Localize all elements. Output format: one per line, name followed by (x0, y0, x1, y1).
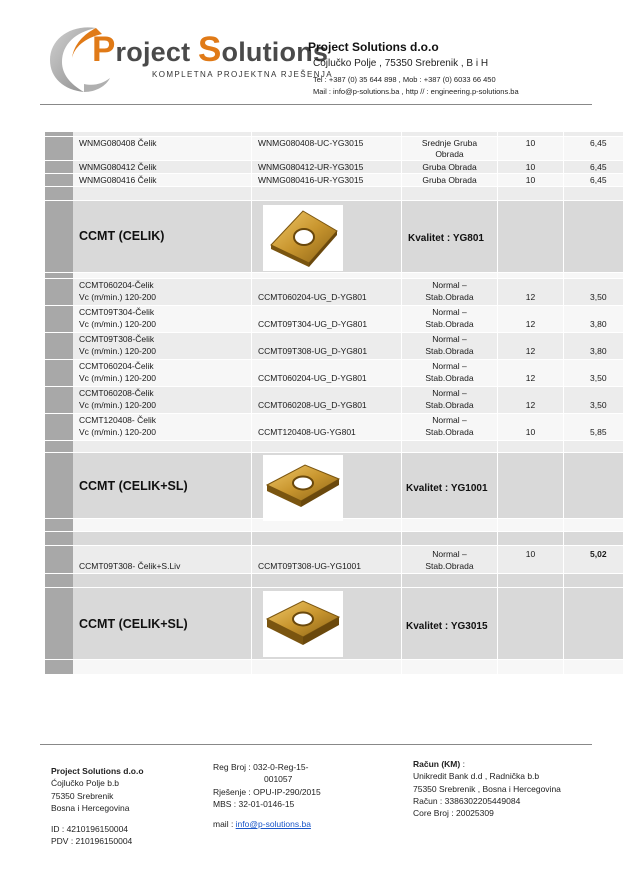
table-row: WNMG080408 Čelik WNMG080408-UC-YG3015 Srednje Gruba Obrada 10 6,45 (45, 137, 576, 161)
section-quality: Kvalitet : YG801 (408, 233, 484, 244)
table-row: WNMG080412 Čelik WNMG080412-UR-YG3015 Gruba Obrada 10 6,45 (45, 161, 576, 174)
section-title: CCMT (CELIK+SL) (79, 479, 188, 493)
ccmt-insert-image (263, 591, 343, 657)
footer-mail-link[interactable]: info@p-solutions.ba (235, 819, 311, 830)
footer-bank-address: 75350 Srebrenik , Bosna i Hercegovina (413, 783, 561, 794)
table-row: CCMT09T304-Čelik Vc (m/min.) 120-200 CCMT09T304-UG_D-YG801 Normal – Stab.Obrada 12 3,80 (45, 306, 576, 333)
ccmt-insert-image (263, 205, 343, 271)
table-spacer (45, 660, 576, 675)
footer-reg-broj-cont: 001057 (264, 774, 293, 785)
header-company: Project Solutions d.o.o (308, 40, 439, 54)
footer-city: 75350 Srebrenik (51, 790, 114, 801)
footer-company: Project Solutions d.o.o (51, 766, 144, 776)
footer-id: ID : 4210196150004 (51, 824, 129, 835)
footer-divider (40, 744, 592, 745)
footer-country: Bosna i Hercegovina (51, 802, 130, 813)
table-spacer (45, 532, 576, 546)
footer-bank: Unikredit Bank d.d , Radnička b.b (413, 771, 540, 782)
ccmt-insert-icon (263, 455, 343, 521)
footer-mbs: MBS : 32-01-0146-15 (213, 798, 295, 809)
table-spacer (45, 187, 576, 201)
section-quality: Kvalitet : YG3015 (406, 621, 488, 632)
table-row: WNMG080416 Čelik WNMG080416-UR-YG3015 Gruba Obrada 10 6,45 (45, 174, 576, 187)
header-mail: Mail : info@p-solutions.ba , http // : engineering.p-solutions.ba (313, 87, 519, 96)
table-spacer (45, 441, 576, 453)
table-row: CCMT060204-Čelik Vc (m/min.) 120-200 CCMT060204-UG_D-YG801 Normal – Stab.Obrada 12 3,50 (45, 360, 576, 387)
footer-registration-block (213, 761, 321, 830)
footer-rjesenje: Rješenje : OPU-IP-290/2015 (213, 786, 321, 797)
table-row: CCMT120408- Čelik Vc (m/min.) 120-200 CCMT120408-UG-YG801 Normal – Stab.Obrada 10 5,85 (45, 414, 576, 441)
section-title: CCMT (CELIK) (79, 229, 165, 243)
table-row: CCMT060204-Čelik Vc (m/min.) 120-200 CCMT060204-UG_D-YG801 Normal – Stab.Obrada 12 3,50 (45, 279, 576, 306)
footer-bank-block (413, 758, 561, 819)
ccmt-insert-image (263, 455, 343, 521)
table-row: CCMT09T308- Čelik+S.Liv CCMT09T308-UG-YG1001 Normal – Stab.Obrada 10 5,02 (45, 546, 576, 574)
header-phone: Tel : +387 (0) 35 644 898 , Mob : +387 (0) 6033 66 450 (313, 75, 496, 84)
table-spacer (45, 574, 576, 588)
table-row: CCMT060208-Čelik Vc (m/min.) 120-200 CCMT060208-UG_D-YG801 Normal – Stab.Obrada 12 3,50 (45, 387, 576, 414)
logo-tagline: KOMPLETNA PROJEKTNA RJEŠENJA (152, 70, 334, 79)
footer-bank-title: Račun (KM) : (413, 759, 465, 769)
company-logo (44, 22, 334, 97)
logo-wordmark: Project Solutions (92, 30, 329, 69)
footer-mail-line: mail : info@p-solutions.ba (213, 819, 311, 830)
footer-reg-broj: Reg Broj : 032-0-Reg-15- (213, 762, 309, 772)
header-divider (40, 104, 592, 105)
footer-core: Core Broj : 20025309 (413, 808, 494, 819)
footer-street: Ćojlučko Polje b.b (51, 778, 120, 789)
header-address: Ćojlučko Polje , 75350 Srebrenik , B i H (313, 58, 489, 69)
ccmt-insert-icon (263, 205, 343, 271)
table-row: CCMT09T308-Čelik Vc (m/min.) 120-200 CCMT09T308-UG_D-YG801 Normal – Stab.Obrada 12 3,80 (45, 333, 576, 360)
header-contact (313, 74, 519, 98)
section-quality: Kvalitet : YG1001 (406, 483, 488, 494)
section-title: CCMT (CELIK+SL) (79, 617, 188, 631)
ccmt-insert-icon (263, 591, 343, 657)
footer-pdv: PDV : 210196150004 (51, 836, 133, 847)
footer-racun: Račun : 3386302205449084 (413, 795, 521, 806)
footer-company-block (51, 765, 144, 848)
